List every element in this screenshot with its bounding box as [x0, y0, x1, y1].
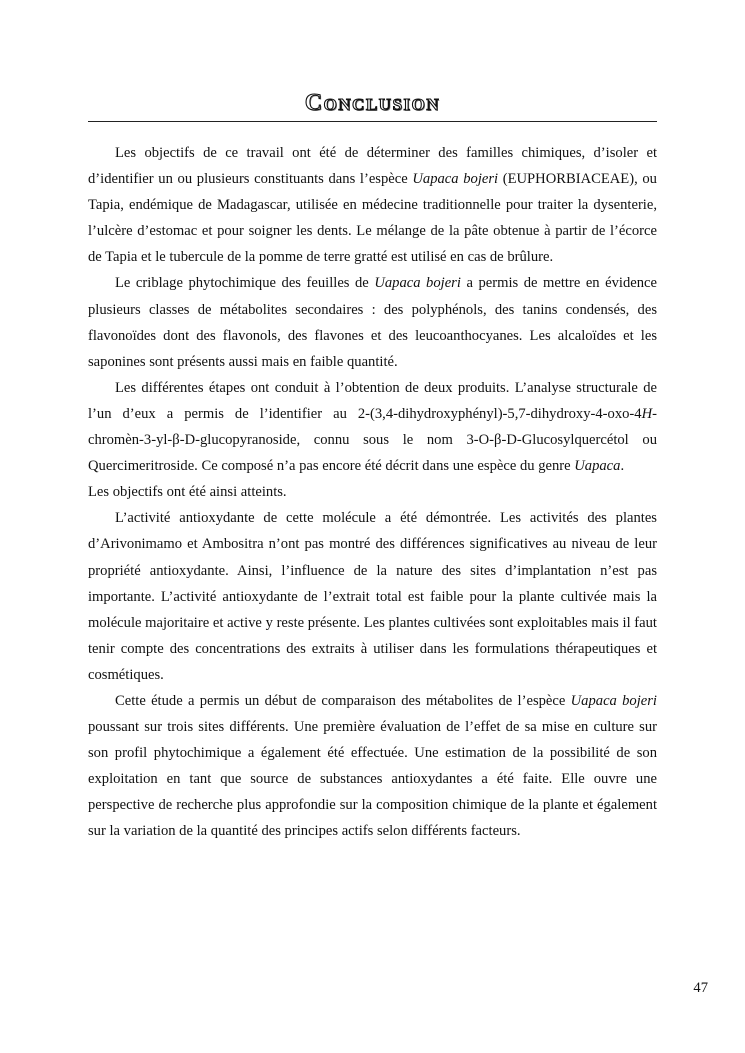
paragraph-text: -glucopyranoside, connu sous le nom 3-O-β- [195, 432, 507, 449]
paragraph-objectives-achieved [88, 479, 657, 505]
chemical-small-caps: D [506, 432, 517, 449]
paragraph-text: a permis de mettre en évidence plusieurs classes de métabolites secondaires : des polyphénols, des tanins condensés, des flavonoïdes dont des flavonols, des flavones et des leucoanthocyanes. Les alcaloïdes et les saponines sont présents aussi mais en faible quantité. [88, 275, 657, 370]
paragraph-text: -chromèn-3-yl-β- [88, 405, 657, 449]
paragraph-perspective [88, 688, 657, 845]
paragraph-text: Cette étude a permis un début de comparaison des métabolites de l’espèce [115, 692, 571, 709]
paragraph-antioxidant [88, 505, 657, 688]
paragraph-text: Les objectifs ont été ainsi atteints. [88, 484, 287, 501]
paragraph-screening [88, 270, 657, 374]
species-name: Uapaca bojeri [570, 692, 657, 709]
paragraph-text: Les différentes étapes ont conduit à l’obtention de deux produits. L’analyse structurale de l’un d’eux a permis de l’identifier au 2-(3,4-dihydroxyphényl)-5,7-dihydroxy-4-oxo-4 [88, 379, 657, 422]
species-name: Uapaca bojeri [412, 171, 499, 188]
paragraph-text: L’activité antioxydante de cette molécule a été démontrée. Les activités des plantes d’Arivonimamo et Ambositra n’ont pas montré des différences significatives au niveau de leur propriété antioxydante. Ainsi, l’influence de la nature des sites d’implantation n’est pas importante. L’activité antioxydante de l’extrait total est faible pour la plante cultivée mais la molécule majoritaire et active y reste présente. Les plantes cultivées sont exploitables mais il faut tenir compte des concentrations des extraits à utiliser dans les formulations thérapeutiques et cosmétiques. [88, 510, 657, 683]
paragraph-text: poussant sur trois sites différents. Une première évaluation de l’effet de sa mise en culture sur son profil phytochimique a également été effectuée. Une estimation de la possibilité de son exploitation en tant que source de substances antioxydantes a été faite. Elle ouvre une perspective de recherche plus approfondie sur la composition chimique de la plante et également sur la variation de la quantité des principes actifs selon différents facteurs. [88, 719, 657, 840]
body-text [88, 140, 657, 845]
genus-name: Uapaca [574, 458, 621, 475]
paragraph-text: Les objectifs de ce travail ont été de déterminer des familles chimiques, d’isoler et d’identifier un ou plusieurs constituants dans l’espèce [88, 145, 657, 188]
paragraph-text: Le criblage phytochimique des feuilles de [115, 275, 375, 292]
species-name: Uapaca bojeri [374, 275, 461, 292]
title-block [88, 88, 657, 122]
paragraph-objectives [88, 140, 657, 270]
paragraph-text: (EUPHORBIACEAE), ou Tapia, endémique de Madagascar, utilisée en médecine traditionnelle pour traiter la dysenterie, l’ulcère d’estomac et pour soigner les dents. Le mélange de la pâte obtenue à partir de l’écorce de Tapia et le tubercule de la pomme de terre gratté est utilisé en cas de brûlure. [88, 171, 657, 266]
page-title: Conclusion [304, 90, 441, 116]
page-number: 47 [693, 980, 708, 996]
paragraph-structure [88, 375, 657, 479]
chemical-small-caps: D [184, 432, 196, 449]
paragraph-text: -Glucosylquercétol ou Quercimeritroside. Ce composé n’a pas encore été décrit dans une espèce du genre [88, 432, 657, 475]
paragraph-text: . [620, 458, 625, 475]
chemical-italic: H [641, 405, 653, 422]
